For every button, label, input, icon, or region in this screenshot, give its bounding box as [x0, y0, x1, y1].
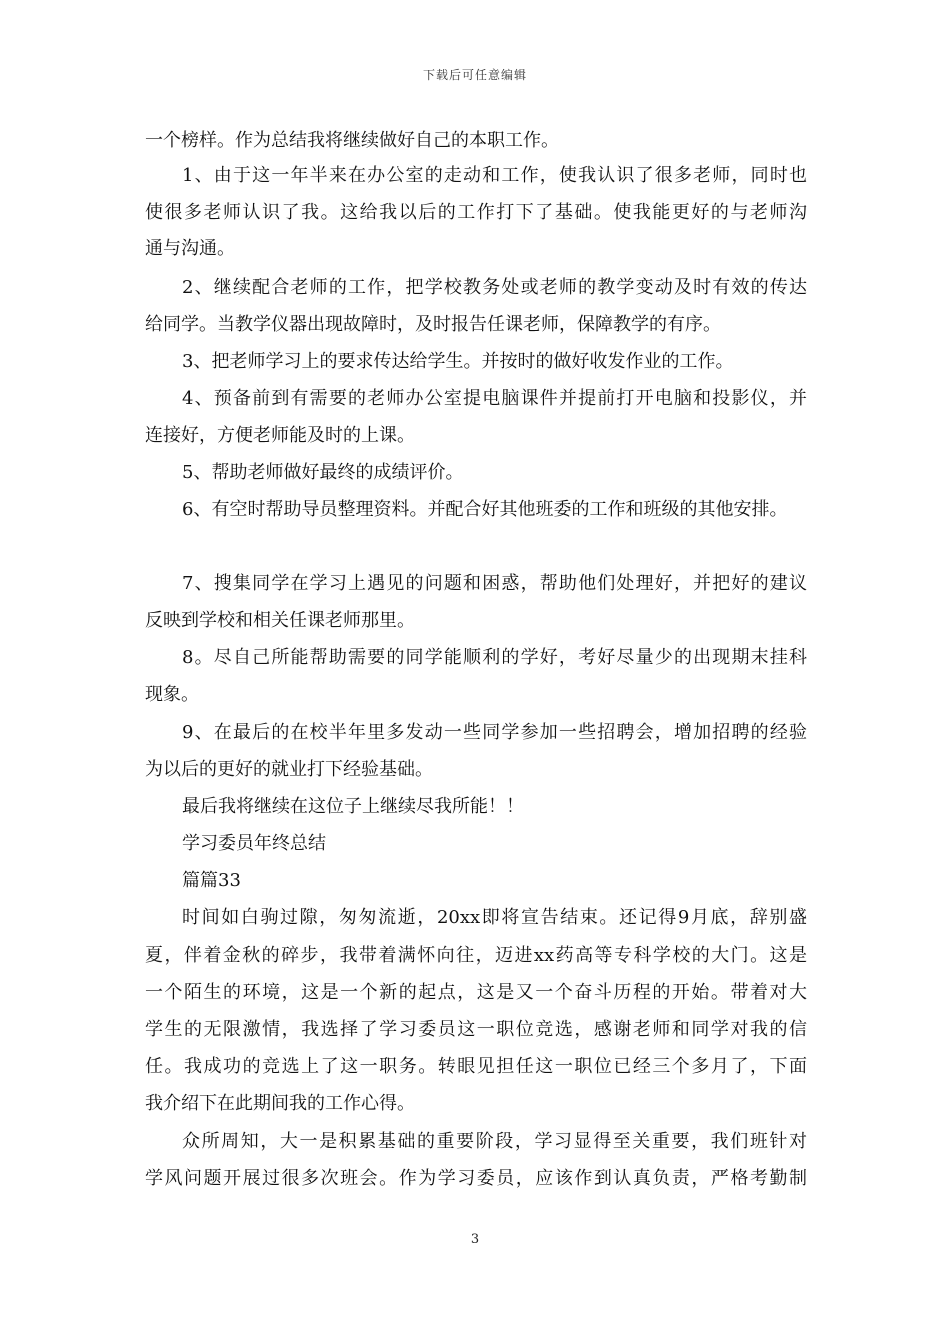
page-header: 下载后可任意编辑 [422, 68, 527, 82]
text-line: 为以后的更好的就业打下经验基础。 [145, 759, 433, 780]
text-line: 任。我成功的竞选上了这一职务。转眼见担任这一职位已经三个多月了，下面 [145, 1056, 807, 1077]
text-line: 现象。 [145, 684, 199, 705]
text-line: 使很多老师认识了我。这给我以后的工作打下了基础。使我能更好的与老师沟 [145, 202, 807, 223]
text-line: 时间如白驹过隙，匆匆流逝，20xx即将宣告结束。还记得9月底，辞别盛 [182, 907, 807, 928]
text-line: 众所周知，大一是积累基础的重要阶段，学习显得至关重要，我们班针对 [182, 1131, 807, 1152]
text-line: 一个榜样。作为总结我将继续做好自己的本职工作。 [145, 130, 559, 151]
text-line: 给同学。当教学仪器出现故障时，及时报告任课老师，保障教学的有序。 [145, 314, 721, 335]
text-line: 我介绍下在此期间我的工作心得。 [145, 1093, 415, 1114]
text-line: 4、预备前到有需要的老师办公室提电脑课件并提前打开电脑和投影仪，并 [182, 388, 807, 409]
text-line: 反映到学校和相关任课老师那里。 [145, 610, 415, 631]
text-line: 9、在最后的在校半年里多发动一些同学参加一些招聘会，增加招聘的经验 [182, 722, 807, 743]
text-line: 最后我将继续在这位子上继续尽我所能！！ [182, 796, 524, 817]
section-subtitle: 篇篇33 [182, 870, 241, 891]
text-line: 5、帮助老师做好最终的成绩评价。 [182, 462, 464, 483]
text-line: 通与沟通。 [145, 238, 235, 259]
text-line: 1、由于这一年半来在办公室的走动和工作，使我认识了很多老师，同时也 [182, 165, 807, 186]
text-line: 7、搜集同学在学习上遇见的问题和困惑，帮助他们处理好，并把好的建议 [182, 573, 807, 594]
text-line: 6、有空时帮助导员整理资料。并配合好其他班委的工作和班级的其他安排。 [182, 499, 788, 520]
text-line: 夏，伴着金秋的碎步，我带着满怀向往，迈进xx药高等专科学校的大门。这是 [145, 945, 807, 966]
text-line: 2、继续配合老师的工作，把学校教务处或老师的教学变动及时有效的传达 [182, 277, 807, 298]
text-line: 学风问题开展过很多次班会。作为学习委员，应该作到认真负责，严格考勤制 [145, 1168, 807, 1189]
page-number: 3 [470, 1232, 480, 1247]
text-line: 学生的无限激情，我选择了学习委员这一职位竞选，感谢老师和同学对我的信 [145, 1019, 807, 1040]
section-title: 学习委员年终总结 [182, 833, 326, 854]
text-line: 一个陌生的环境，这是一个新的起点，这是又一个奋斗历程的开始。带着对大 [145, 982, 807, 1003]
text-line: 3、把老师学习上的要求传达给学生。并按时的做好收发作业的工作。 [182, 351, 734, 372]
text-line: 8。尽自己所能帮助需要的同学能顺利的学好，考好尽量少的出现期末挂科 [182, 647, 807, 668]
text-line: 连接好，方便老师能及时的上课。 [145, 425, 415, 446]
